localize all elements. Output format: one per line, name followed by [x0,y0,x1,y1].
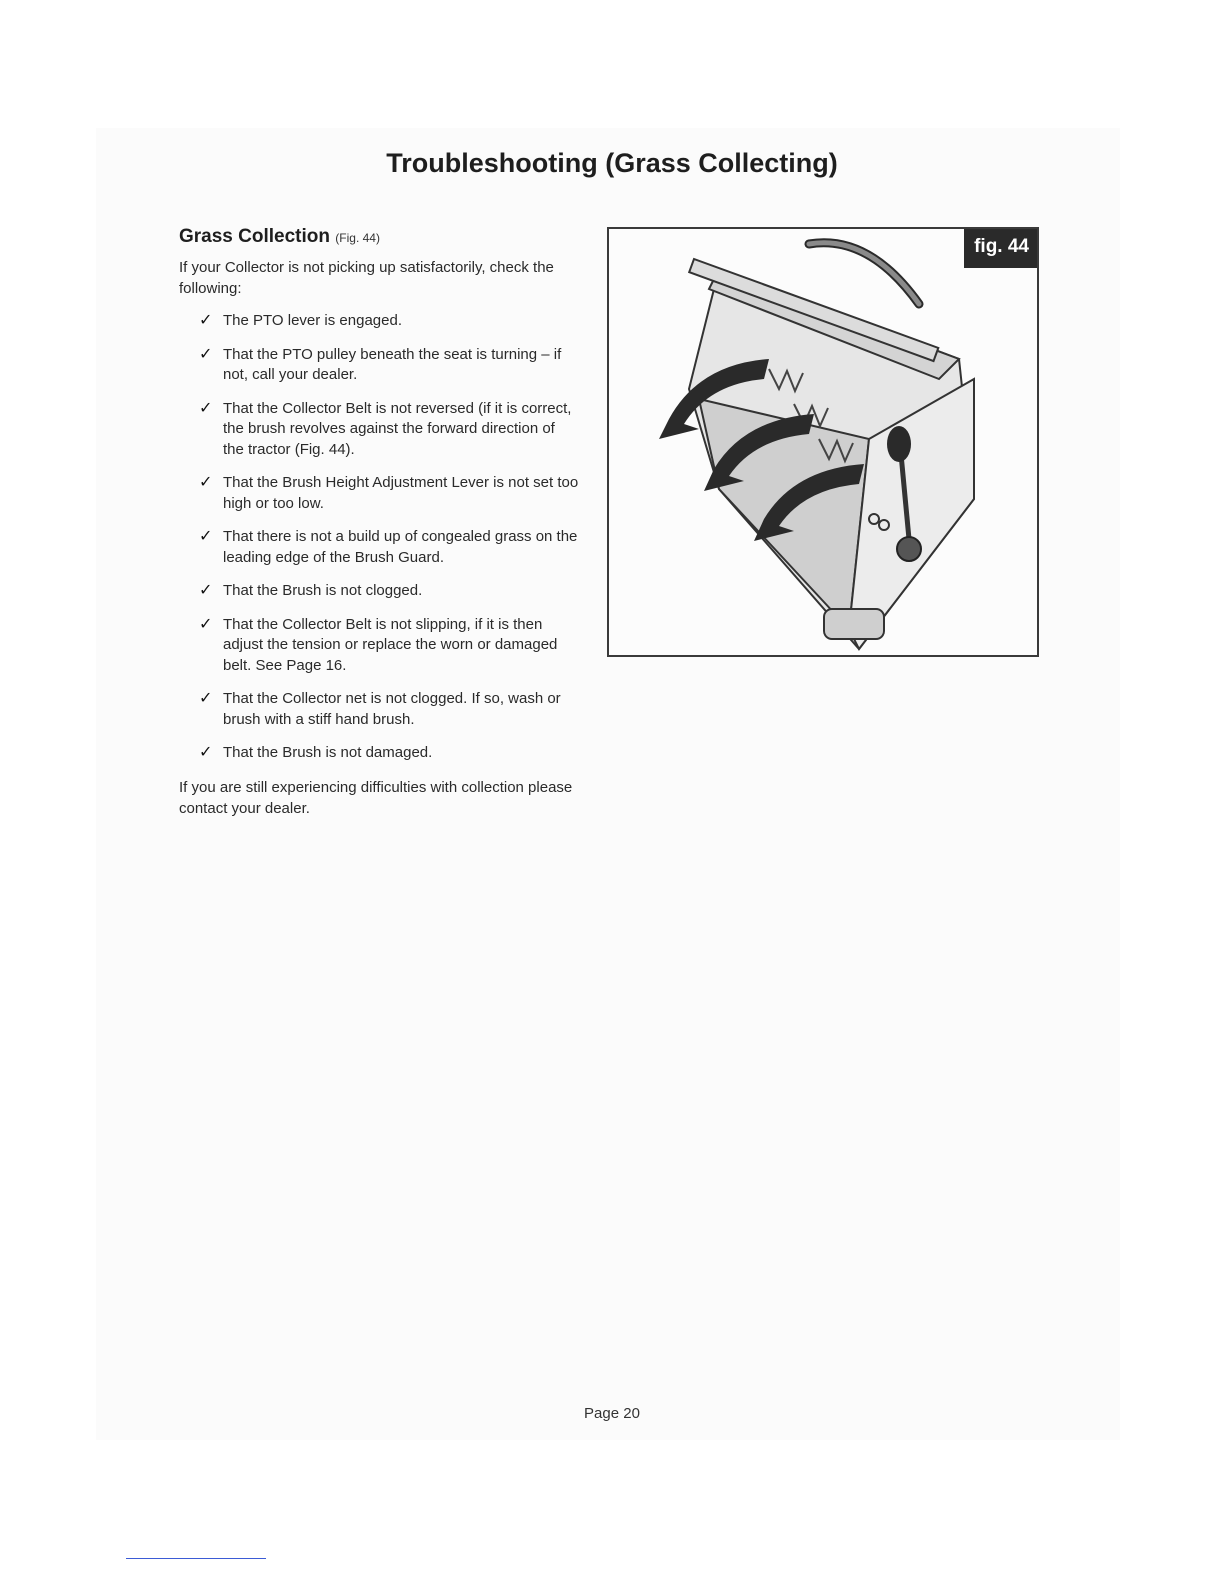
grass-collector-illustration [609,229,1037,655]
checklist-item: ✓ That the PTO pulley beneath the seat is turning – if not, call your dealer. [199,345,562,383]
check-mark-icon: ✓ [199,474,213,491]
check-mark-icon: ✓ [199,399,213,417]
check-mark-icon: ✓ [199,345,213,363]
figure-label: fig. 44 [964,229,1037,268]
check-mark-icon: ✓ [199,582,213,599]
checklist-item: ✓ That the Collector Belt is not reversed (if it is correct, the brush revolves against the forward direction of the tractor (Fig. 44). [199,399,572,458]
footnote-rule [126,1558,266,1559]
outro-text: If you are still experiencing difficulties with collection please contact your dealer. [179,778,573,817]
grass-collection-section [179,224,579,819]
checklist-item: ✓ That there is not a build up of congealed grass on the leading edge of the Brush Guard. [199,528,578,566]
checklist-item: ✓ That the Brush Height Adjustment Lever is not set too high or too low. [199,474,579,512]
checklist [179,311,579,764]
checklist-item: ✓ The PTO lever is engaged. [179,311,579,332]
check-mark-icon: ✓ [199,744,213,761]
figure-44 [607,227,1039,657]
intro-text: If your Collector is not picking up satisfactorily, check the following: [179,259,554,297]
checklist-item: ✓ That the Brush is not clogged. [179,581,579,602]
figure-reference: (Fig. 44) [335,231,380,245]
section-heading-text: Grass Collection [179,226,330,247]
checklist-item: ✓ That the Collector net is not clogged. If so, wash or brush with a stiff hand brush. [199,690,561,728]
checklist-item: ✓ That the Collector Belt is not slipping, if it is then adjust the tension or replace the worn or damaged belt. See Page 16. [199,615,558,674]
check-mark-icon: ✓ [199,690,213,707]
checklist-item: ✓ That the Brush is not damaged. [179,743,579,764]
check-mark-icon: ✓ [199,615,213,633]
page-number: Page 20 [584,1405,640,1422]
check-mark-icon: ✓ [199,528,213,545]
section-heading [179,224,579,251]
check-mark-icon: ✓ [199,312,213,329]
page-title: Troubleshooting (Grass Collecting) [386,148,838,178]
